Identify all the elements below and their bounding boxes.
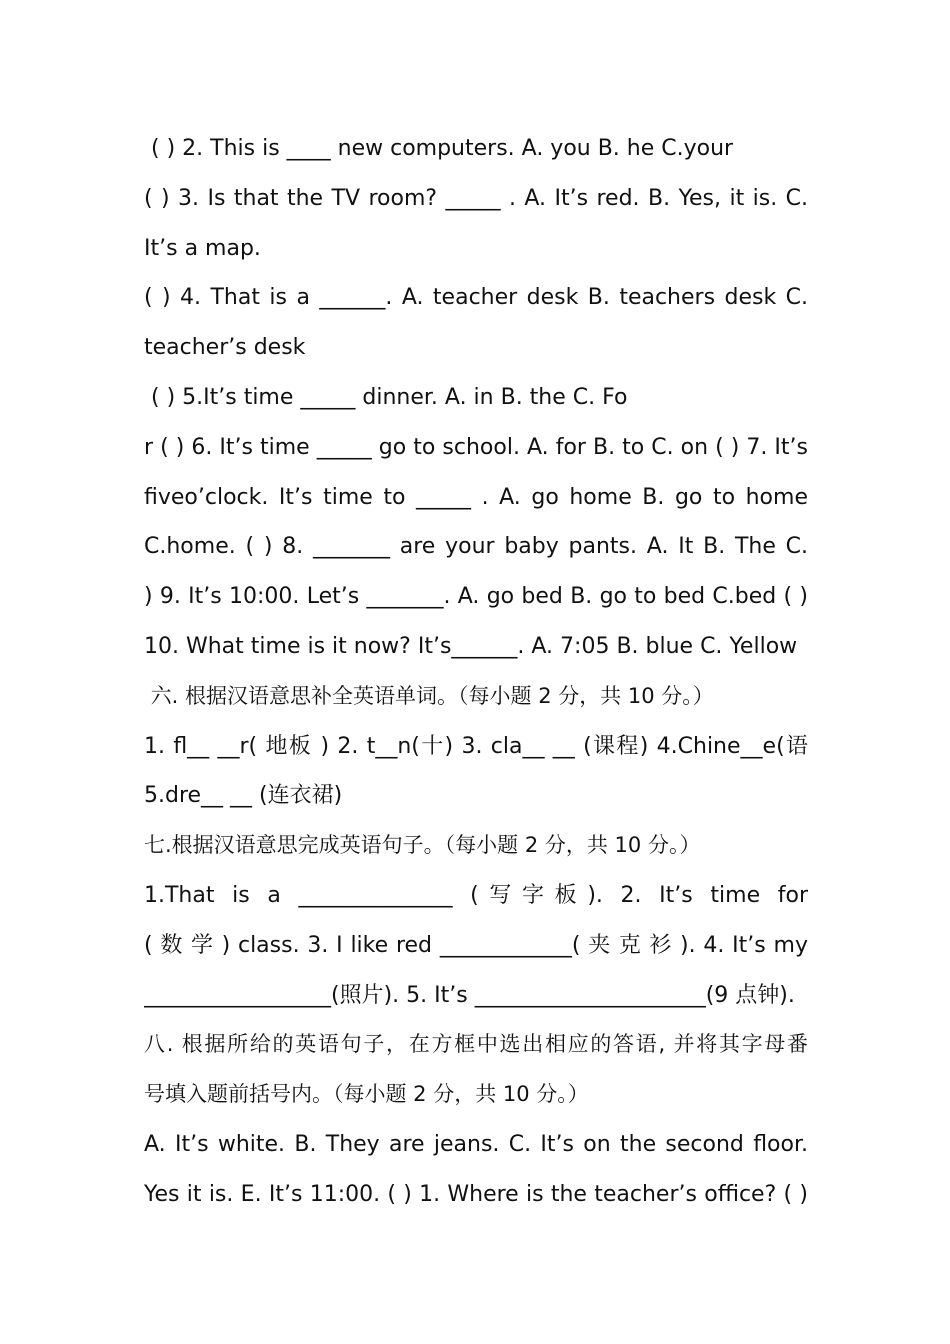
section-7-items-end: _________________(照片). 5. It’s _____________________(9 点钟). [144,982,795,1008]
question-6-7: r ( ) 6. It’s time _____ go to school. A. for B. to C. on ( ) 7. It’s [144,434,808,460]
question-9: ) 9. It’s 10:00. Let’s _______. A. go bed B. go to bed C.bed ( ) [144,584,808,610]
section-6-heading: 六. 根据汉语意思补全英语单词。（每小题 2 分，共 10 分。） [144,683,714,708]
question-4: ( ) 4. That is a ______. A. teacher desk B. teachers desk C. [144,285,808,311]
question-2: ( ) 2. This is ____ new computers. A. you B. he C.your [144,136,734,161]
section-7-items-continued: ( 数 学 ) class. 3. I like red ____________( 夹 克 衫 ). 4. It’s my [144,932,808,958]
question-5: ( ) 5.It’s time _____ dinner. A. in B. the C. Fo [144,384,628,410]
section-6-items-continued: 5.dre__ __ (连衣裙) [144,783,343,809]
section-8-options: A. It’s white. B. They are jeans. C. It’s on the second floor. [144,1131,808,1157]
question-8: C.home. ( ) 8. _______ are your baby pants. A. It B. The C. [144,534,808,560]
section-7-heading: 七.根据汉语意思完成英语句子。（每小题 2 分，共 10 分。） [144,833,701,858]
section-8-heading: 八. 根据所给的英语句子，在方框中选出相应的答语, 并将其字母番 [144,1032,808,1057]
question-4-continued: teacher’s desk [144,335,306,361]
section-7-items: 1.That is a ______________ (写字板). 2. It’s time for [144,882,808,908]
section-8-heading-continued: 号填入题前括号内。（每小题 2 分，共 10 分。） [144,1082,589,1107]
worksheet-text [144,124,808,1220]
question-3-continued: It’s a map. [144,235,261,261]
question-3: ( ) 3. Is that the TV room? _____ . A. It’s red. B. Yes, it is. C. [144,185,808,211]
question-7-continued: fiveo’clock. It’s time to _____ . A. go home B. go to home [144,484,808,510]
section-8-options-continued: Yes it is. E. It’s 11:00. ( ) 1. Where is the teacher’s office? ( ) [144,1181,808,1207]
section-6-items: 1. fl__ __r( 地板 ) 2. t__n(十) 3. cla__ __ (课程) 4.Chine__e(语 [144,733,808,759]
question-10: 10. What time is it now? It’s______. A. 7:05 B. blue C. Yellow [144,633,798,659]
